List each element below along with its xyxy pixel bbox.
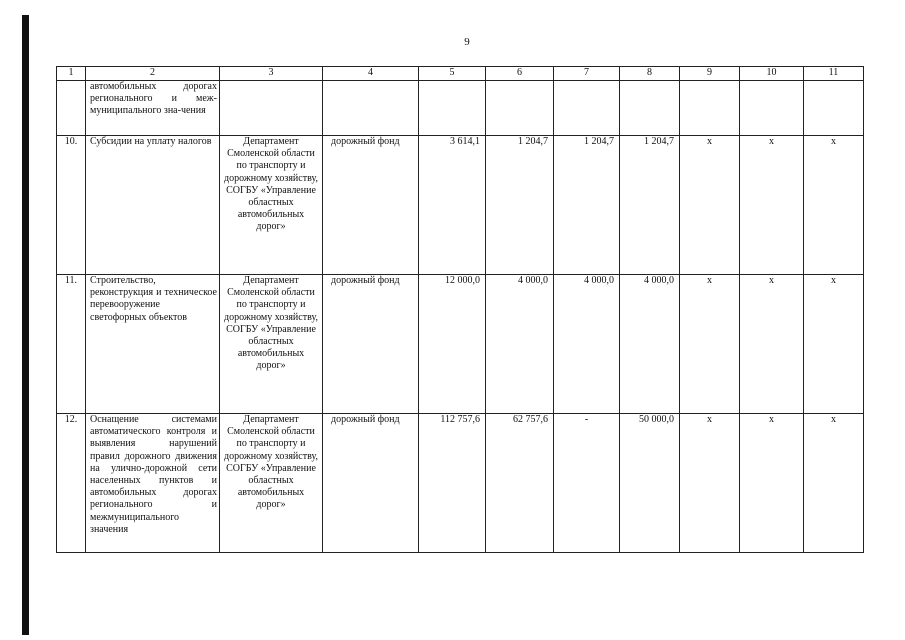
year3-amount: 4 000,0 [620,275,680,414]
executor: Департамент Смоленской области по транспорту и дорожному хозяйству, СОГБУ «Управление областных автомобильных дорог» [220,275,323,414]
header-cell: 3 [220,67,323,81]
year2-amount: 1 204,7 [554,136,620,275]
scan-edge-bar [22,15,29,635]
year1-amount: 1 204,7 [486,136,554,275]
row-number: 12. [57,414,86,553]
row-number: 10. [57,136,86,275]
activity-name: Субсидии на уплату налогов [86,136,220,275]
table-row [57,136,864,275]
table-row [57,275,864,414]
row-number: 11. [57,275,86,414]
col9-value: х [680,275,740,414]
header-cell: 9 [680,67,740,81]
continuation-name: автомобильных дорогах регионального и меж-муниципального зна-чения [86,81,220,136]
header-cell: 8 [620,67,680,81]
col11-value: х [804,414,864,553]
col9-value: х [680,414,740,553]
total-amount: 112 757,6 [419,414,486,553]
year3-amount: 1 204,7 [620,136,680,275]
header-cell: 11 [804,67,864,81]
total-amount: 12 000,0 [419,275,486,414]
year3-amount: 50 000,0 [620,414,680,553]
header-cell: 2 [86,67,220,81]
year1-amount: 4 000,0 [486,275,554,414]
col11-value: х [804,136,864,275]
header-cell: 7 [554,67,620,81]
header-cell: 4 [323,67,419,81]
col10-value: х [740,275,804,414]
col9-value: х [680,136,740,275]
funding-source: дорожный фонд [323,136,419,275]
total-amount: 3 614,1 [419,136,486,275]
executor: Департамент Смоленской области по транспорту и дорожному хозяйству, СОГБУ «Управление областных автомобильных дорог» [220,136,323,275]
funding-source: дорожный фонд [323,275,419,414]
table-row [57,414,864,553]
col11-value: х [804,275,864,414]
page-number: 9 [464,36,470,48]
col10-value: х [740,136,804,275]
col10-value: х [740,414,804,553]
executor: Департамент Смоленской области по транспорту и дорожному хозяйству, СОГБУ «Управление областных автомобильных дорог» [220,414,323,553]
header-cell: 10 [740,67,804,81]
year2-amount: - [554,414,620,553]
header-cell: 5 [419,67,486,81]
header-cell: 1 [57,67,86,81]
program-table [56,66,864,553]
header-cell: 6 [486,67,554,81]
funding-source: дорожный фонд [323,414,419,553]
header-row [57,67,864,81]
year1-amount: 62 757,6 [486,414,554,553]
activity-name: Оснащение системами автоматического контроля и выявления нарушений правил дорожного движения на улично-дорожной сети населенных пунктов и автомобильных дорогах регионального и межмуниципального значения [86,414,220,553]
year2-amount: 4 000,0 [554,275,620,414]
continuation-row [57,81,864,136]
activity-name: Строительство, реконструкция и техническое перевооружение светофорных объектов [86,275,220,414]
